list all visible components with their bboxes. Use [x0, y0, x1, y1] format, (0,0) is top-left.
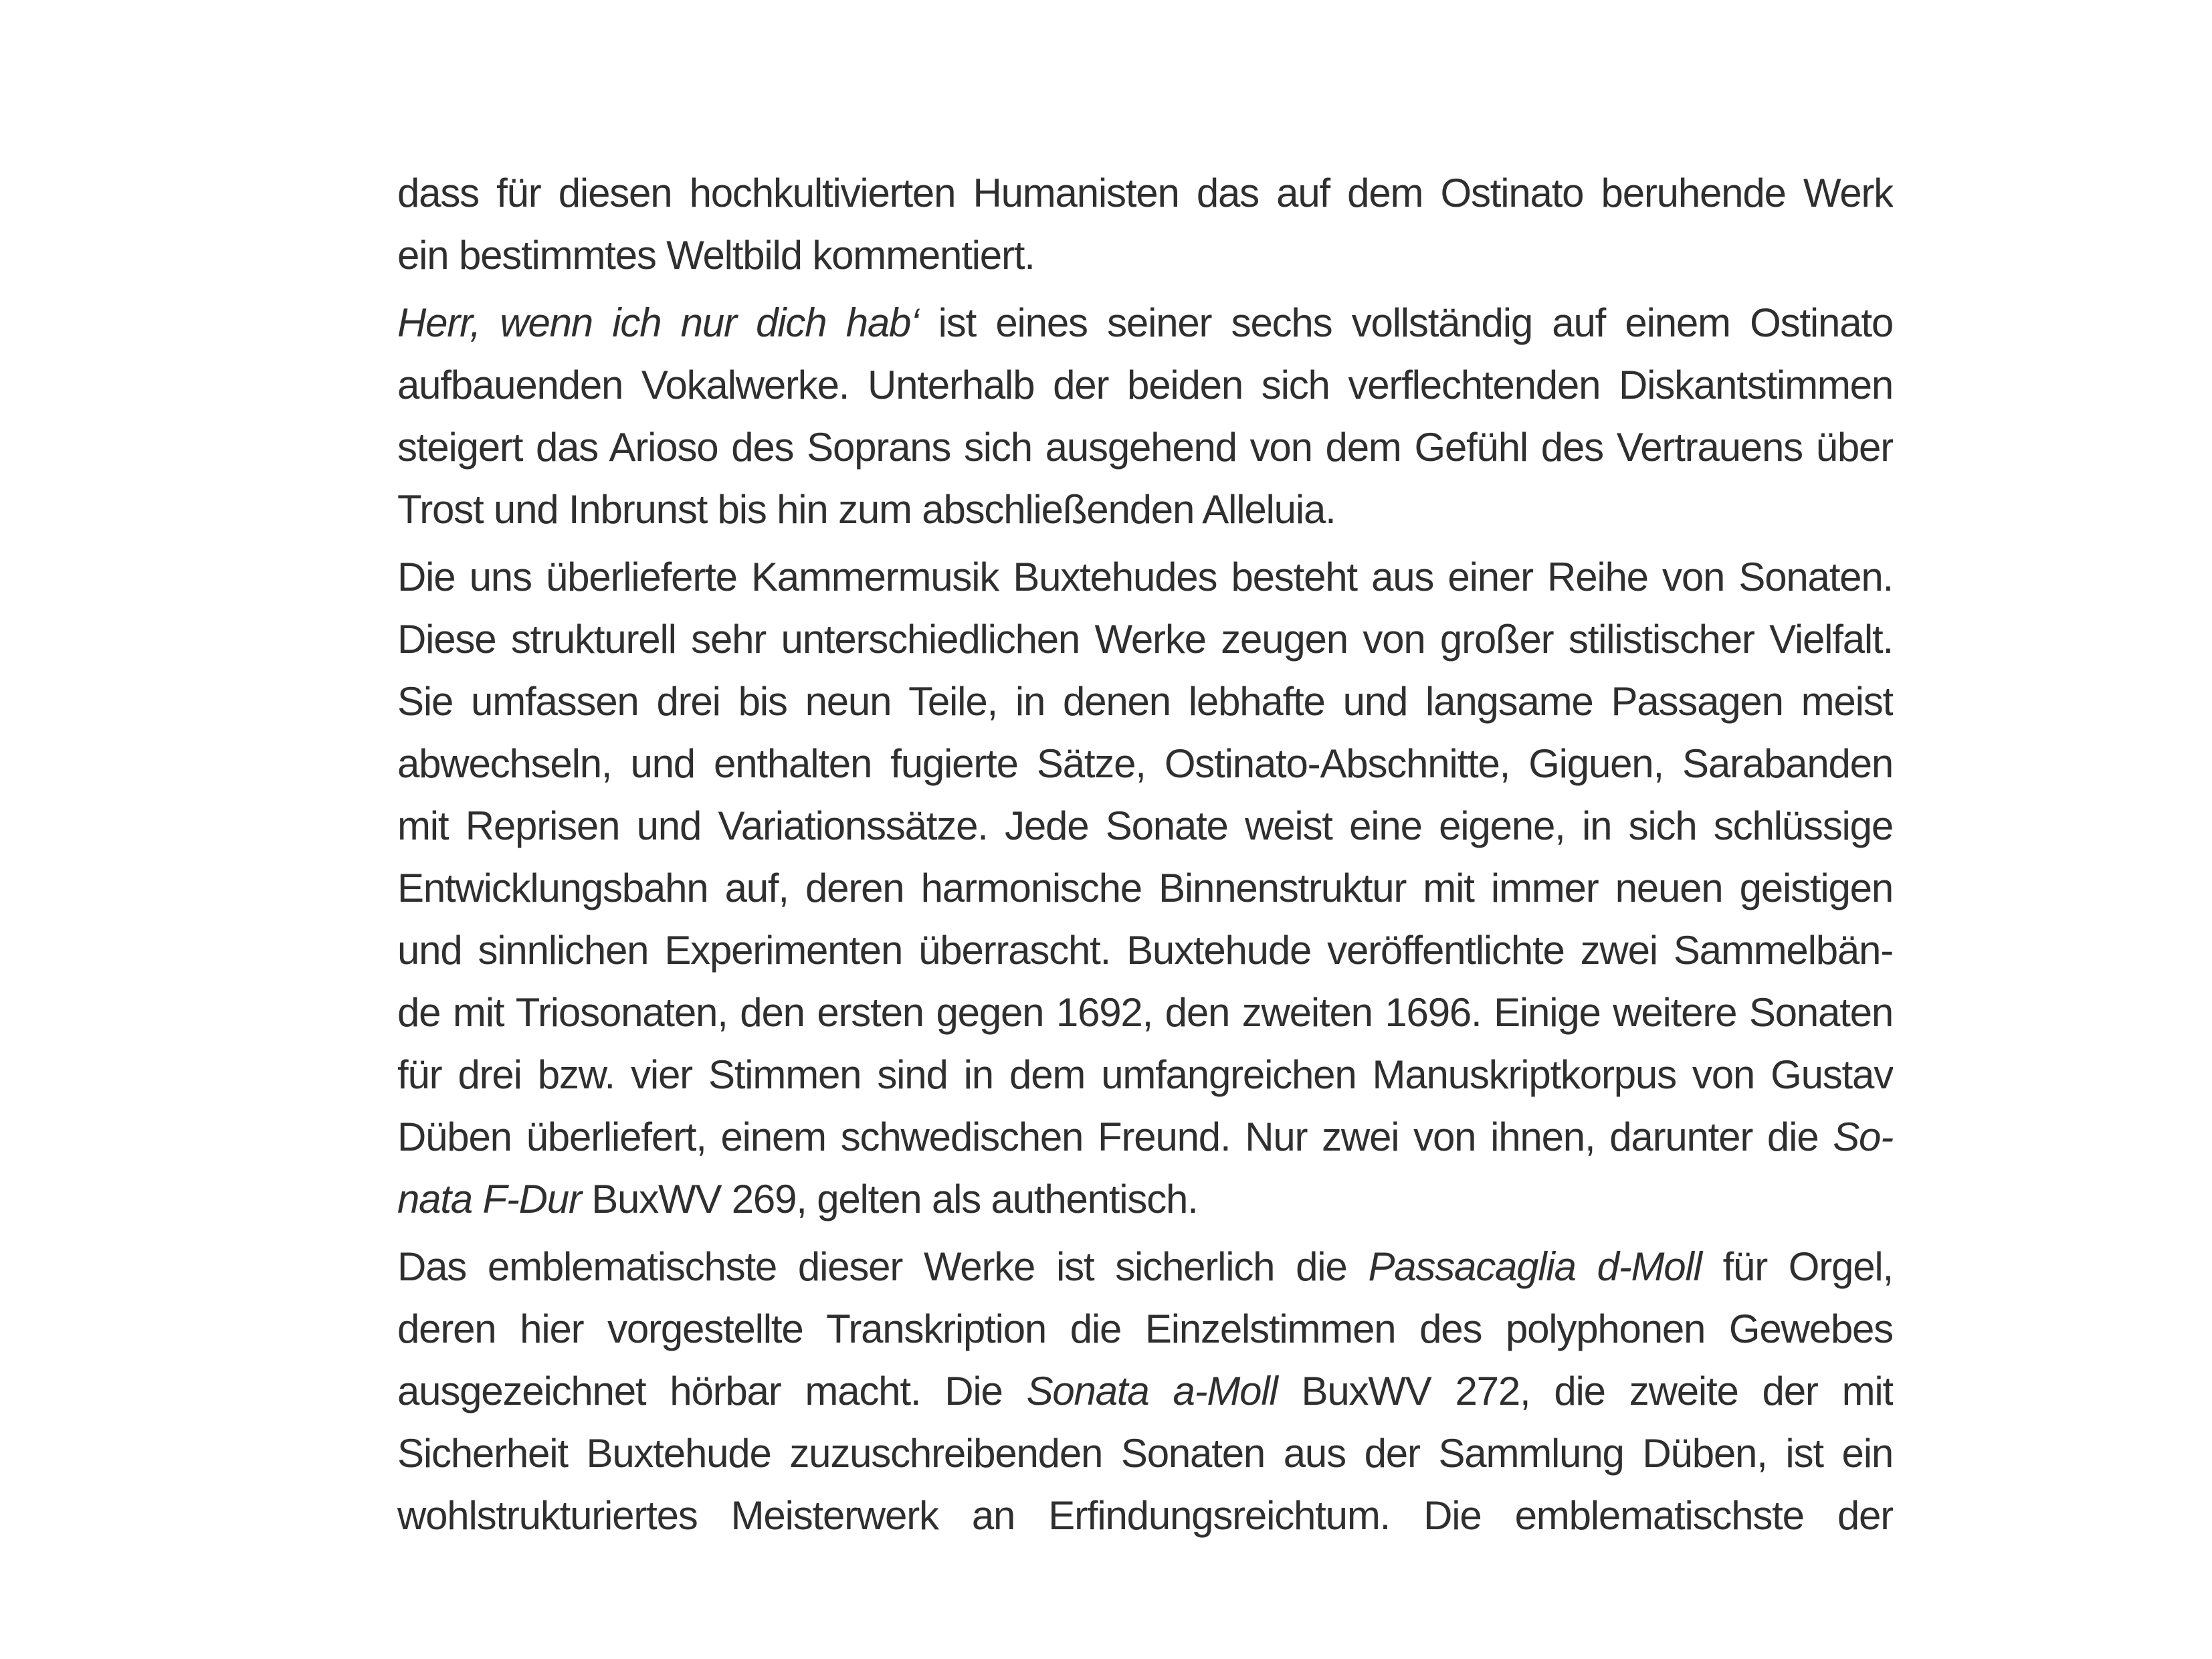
text-line: [397, 354, 1893, 416]
paragraph: [397, 162, 1893, 286]
text-run: wohlstrukturiertes Meisterwerk an Erfindungsreichtum. Die emblematischste der: [397, 1493, 1893, 1538]
body-text: [397, 162, 1893, 1552]
text-run: und sinnlichen Experimenten überrascht. Buxtehude veröffentlichte zwei Sammelbän-: [397, 928, 1893, 973]
text-line: [397, 224, 1893, 286]
text-run: für Orgel,: [1701, 1244, 1893, 1289]
paragraph: [397, 292, 1893, 541]
italic-title: nata F-Dur: [397, 1177, 581, 1222]
paragraph: [397, 546, 1893, 1230]
text-run: aufbauenden Vokalwerke. Unterhalb der beiden sich verflechtenden Diskantstimmen: [397, 363, 1893, 407]
italic-title: Passacaglia d-Moll: [1368, 1244, 1702, 1289]
text-line: [397, 546, 1893, 608]
text-line: [397, 478, 1893, 541]
text-line: [397, 670, 1893, 733]
text-line: [397, 1236, 1893, 1298]
text-line: [397, 608, 1893, 670]
italic-title: Herr, wenn ich nur dich hab‘: [397, 300, 919, 345]
text-line: [397, 1484, 1893, 1547]
paragraph: [397, 1236, 1893, 1547]
text-run: BuxWV 272, die zweite der mit: [1277, 1369, 1893, 1413]
text-line: [397, 919, 1893, 981]
text-run: Sicherheit Buxtehude zuzuschreibenden Sonaten aus der Sammlung Düben, ist ein: [397, 1431, 1893, 1476]
text-line: [397, 1106, 1893, 1168]
text-run: ist eines seiner sechs vollständig auf einem Ostinato: [918, 300, 1893, 345]
text-line: [397, 981, 1893, 1044]
text-line: [397, 857, 1893, 919]
text-line: [397, 795, 1893, 857]
text-line: [397, 1422, 1893, 1484]
text-run: abwechseln, und enthalten fugierte Sätze, Ostinato-Abschnitte, Giguen, Sarabanden: [397, 741, 1893, 786]
text-run: Trost und Inbrunst bis hin zum abschließenden Alleluia.: [397, 487, 1336, 532]
text-run: mit Reprisen und Variationssätze. Jede Sonate weist eine eigene, in sich schlüssige: [397, 803, 1893, 848]
text-run: deren hier vorgestellte Transkription die Einzelstimmen des polyphonen Gewebes: [397, 1306, 1893, 1351]
text-run: für drei bzw. vier Stimmen sind in dem umfangreichen Manuskriptkorpus von Gustav: [397, 1052, 1893, 1097]
text-line: [397, 1044, 1893, 1106]
text-run: ein bestimmtes Weltbild kommentiert.: [397, 233, 1035, 278]
text-run: Die uns überlieferte Kammermusik Buxtehudes besteht aus einer Reihe von Sonaten.: [397, 555, 1893, 599]
text-run: Diese strukturell sehr unterschiedlichen Werke zeugen von großer stilistischer Vielfalt.: [397, 617, 1893, 662]
italic-title: Sonata a-Moll: [1026, 1369, 1278, 1413]
text-line: [397, 416, 1893, 478]
italic-title: So-: [1833, 1114, 1893, 1159]
text-line: [397, 292, 1893, 354]
text-run: BuxWV 269, gelten als authentisch.: [581, 1177, 1198, 1222]
text-run: de mit Triosonaten, den ersten gegen 1692, den zweiten 1696. Einige weitere Sonaten: [397, 990, 1893, 1035]
text-run: ausgezeichnet hörbar macht. Die: [397, 1369, 1027, 1413]
text-run: Entwicklungsbahn auf, deren harmonische Binnenstruktur mit immer neuen geistigen: [397, 866, 1893, 910]
text-run: Düben überliefert, einem schwedischen Freund. Nur zwei von ihnen, darunter die: [397, 1114, 1833, 1159]
text-run: Das emblematischste dieser Werke ist sicherlich die: [397, 1244, 1369, 1289]
text-line: [397, 1360, 1893, 1422]
text-line: [397, 1168, 1893, 1230]
text-run: Sie umfassen drei bis neun Teile, in denen lebhafte und langsame Passagen meist: [397, 679, 1893, 724]
text-run: steigert das Arioso des Soprans sich ausgehend von dem Gefühl des Vertrauens über: [397, 425, 1893, 470]
text-line: [397, 162, 1893, 224]
text-line: [397, 1298, 1893, 1360]
text-line: [397, 733, 1893, 795]
text-run: dass für diesen hochkultivierten Humanisten das auf dem Ostinato beruhende Werk: [397, 171, 1893, 215]
